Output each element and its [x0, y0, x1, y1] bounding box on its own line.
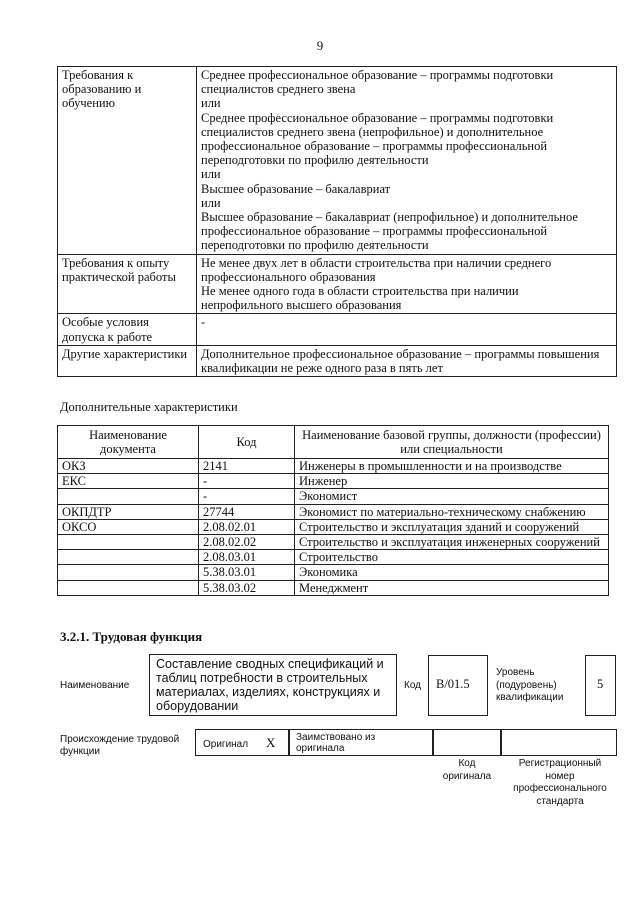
- requirement-line: или: [201, 195, 221, 210]
- requirement-line: -: [201, 315, 206, 330]
- document-cell: [58, 489, 199, 504]
- requirement-value: [197, 345, 617, 376]
- requirements-row: [58, 67, 617, 255]
- requirement-value: [197, 254, 617, 314]
- function-name-value: Составление сводных спецификаций и таблиц потребности в строительных материалах, изделиях, конструкциях и оборудовании: [149, 654, 397, 716]
- requirement-line: Среднее профессиональное образование – программы подготовки: [201, 110, 554, 125]
- labor-function-heading: 3.2.1. Трудовая функция: [60, 629, 203, 644]
- additional-characteristics-table: [57, 425, 609, 596]
- code-cell: 5.38.03.02: [199, 580, 295, 595]
- requirement-line: Не менее двух лет в области строительства при наличии среднего: [201, 255, 552, 270]
- table-row: [58, 580, 609, 595]
- requirement-line: Высшее образование – бакалавриат (непрофильное) и дополнительное: [201, 210, 578, 225]
- origin-label: Происхождение трудовой функции: [60, 734, 180, 757]
- document-cell: ОКПДТР: [58, 504, 199, 519]
- document-cell: [58, 550, 199, 565]
- page-number: 9: [316, 38, 324, 53]
- table-row: [58, 489, 609, 504]
- document-cell: ОКСО: [58, 519, 199, 534]
- document-cell: ЕКС: [58, 474, 199, 489]
- requirement-line: профессиональное образование – программы профессиональной: [201, 224, 548, 239]
- name-cell: Строительство: [295, 550, 609, 565]
- requirement-line: профессионального образования: [201, 269, 376, 284]
- header-document: Наименование документа: [58, 426, 199, 459]
- qualification-level-label: Уровень (подуровень) квалификации: [496, 667, 564, 703]
- requirement-value: [197, 67, 617, 255]
- original-cell: [195, 729, 289, 756]
- code-cell: 27744: [199, 504, 295, 519]
- name-cell: Экономист: [295, 489, 609, 504]
- additional-characteristics-title: Дополнительные характеристики: [60, 400, 238, 414]
- header-base-group: Наименование базовой группы, должности (профессии) или специальности: [295, 426, 609, 459]
- code-cell: 5.38.03.01: [199, 565, 295, 580]
- requirements-row: [58, 314, 617, 345]
- code-cell: 2.08.02.02: [199, 535, 295, 550]
- requirement-line: специалистов среднего звена (непрофильное) и дополнительное: [201, 124, 544, 139]
- requirement-line: непрофильного высшего образования: [201, 298, 402, 313]
- requirement-line: Высшее образование – бакалавриат: [201, 181, 391, 196]
- requirement-line: или: [201, 96, 221, 111]
- requirement-label: Особые условия допуска к работе: [58, 314, 197, 345]
- original-label: Оригинал: [203, 739, 249, 750]
- requirement-label: Требования к образованию и обучению: [58, 67, 197, 255]
- code-label: Код: [404, 680, 422, 691]
- requirement-label: Требования к опыту практической работы: [58, 254, 197, 314]
- document-cell: [58, 580, 199, 595]
- requirements-row: [58, 254, 617, 314]
- table-row: [58, 459, 609, 474]
- code-cell: 2.08.02.01: [199, 519, 295, 534]
- document-cell: ОКЗ: [58, 459, 199, 474]
- name-cell: Строительство и эксплуатация зданий и сооружений: [295, 519, 609, 534]
- function-code-value: B/01.5: [428, 655, 488, 716]
- requirement-line: переподготовки по профилю деятельности: [201, 153, 429, 168]
- code-cell: -: [199, 474, 295, 489]
- requirement-line: профессиональное образование – программы профессиональной: [201, 139, 548, 154]
- name-cell: Экономист по материально-техническому снабжению: [295, 504, 609, 519]
- requirements-table: [57, 66, 617, 377]
- code-cell: 2.08.03.01: [199, 550, 295, 565]
- name-cell: Экономика: [295, 565, 609, 580]
- name-label: Наименование: [60, 680, 130, 691]
- table-row: [58, 535, 609, 550]
- table-row: [58, 504, 609, 519]
- name-cell: Инженер: [295, 474, 609, 489]
- code-cell: 2141: [199, 459, 295, 474]
- origin-code-label: Код оригинала: [442, 758, 492, 782]
- table-row: [58, 474, 609, 489]
- table-header-row: [58, 426, 609, 459]
- borrowed-cell: Заимствовано из оригинала: [289, 729, 433, 756]
- name-cell: Инженеры в промышленности и на производстве: [295, 459, 609, 474]
- requirement-line: специалистов среднего звена: [201, 82, 356, 97]
- requirement-label: Другие характеристики: [58, 345, 197, 376]
- name-cell: Строительство и эксплуатация инженерных сооружений: [295, 535, 609, 550]
- name-cell: Менеджмент: [295, 580, 609, 595]
- requirement-line: квалификации не реже одного раза в пять лет: [201, 361, 443, 376]
- document-cell: [58, 565, 199, 580]
- qualification-level-value: 5: [585, 655, 616, 716]
- original-mark: X: [266, 735, 276, 750]
- origin-code-cell: [433, 729, 501, 756]
- requirement-value: [197, 314, 617, 345]
- code-cell: -: [199, 489, 295, 504]
- requirement-line: или: [201, 167, 221, 182]
- reg-number-label: Регистрационный номер профессионального стандарта: [513, 758, 607, 807]
- table-row: [58, 550, 609, 565]
- requirement-line: Дополнительное профессиональное образование – программы повышения: [201, 346, 600, 361]
- requirement-line: Среднее профессиональное образование – программы подготовки: [201, 68, 554, 82]
- table-row: [58, 565, 609, 580]
- reg-number-cell: [501, 729, 617, 756]
- requirements-row: [58, 345, 617, 376]
- table-row: [58, 519, 609, 534]
- header-code: Код: [199, 426, 295, 459]
- requirement-line: переподготовки по профилю деятельности: [201, 238, 429, 253]
- document-cell: [58, 535, 199, 550]
- requirement-line: Не менее одного года в области строительства при наличии: [201, 284, 519, 299]
